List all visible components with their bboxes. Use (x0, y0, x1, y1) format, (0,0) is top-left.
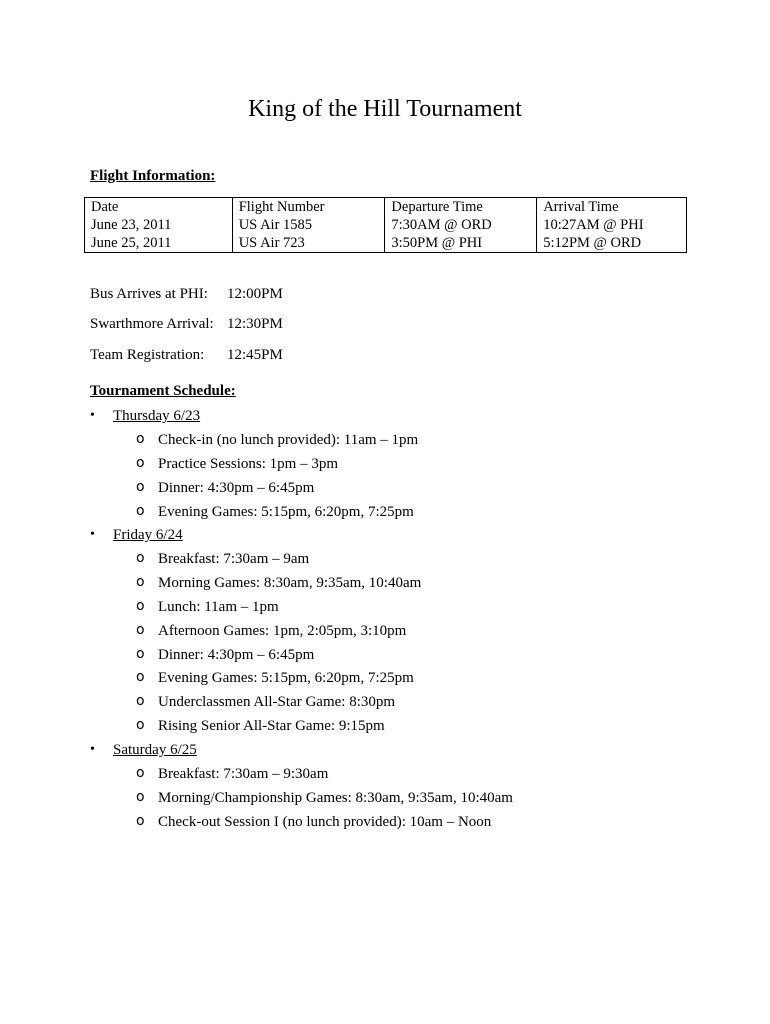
circle-bullet-icon: o (136, 574, 145, 590)
flight-date: June 23, 2011 (85, 216, 233, 234)
list-item-text: Breakfast: 7:30am – 9:30am (158, 766, 329, 782)
circle-bullet-icon: o (136, 479, 145, 495)
list-item-text: Dinner: 4:30pm – 6:45pm (158, 480, 315, 496)
bullet-icon: • (90, 408, 95, 423)
header-date: Date (85, 198, 233, 217)
list-item-text: Evening Games: 5:15pm, 6:20pm, 7:25pm (158, 670, 414, 686)
circle-bullet-icon: o (136, 693, 145, 709)
list-item-text: Rising Senior All-Star Game: 9:15pm (158, 718, 385, 734)
tournament-schedule-heading: Tournament Schedule: (90, 383, 236, 399)
list-item-text: Morning Games: 8:30am, 9:35am, 10:40am (158, 575, 422, 591)
team-registration-label: Team Registration: (90, 347, 205, 363)
flight-arrival: 5:12PM @ ORD (537, 234, 687, 253)
flight-number: US Air 723 (232, 234, 385, 253)
circle-bullet-icon: o (136, 431, 145, 447)
list-item-text: Check-in (no lunch provided): 11am – 1pm (158, 432, 419, 448)
circle-bullet-icon: o (136, 813, 145, 829)
bullet-icon: • (90, 527, 95, 542)
flight-info-heading: Flight Information: (90, 168, 216, 184)
flight-table-header-row (85, 198, 687, 217)
flight-number: US Air 1585 (232, 216, 385, 234)
list-item-text: Practice Sessions: 1pm – 3pm (158, 456, 338, 472)
header-departure-time: Departure Time (385, 198, 537, 217)
header-arrival-time: Arrival Time (537, 198, 687, 217)
circle-bullet-icon: o (136, 550, 145, 566)
flight-date: June 25, 2011 (85, 234, 233, 253)
circle-bullet-icon: o (136, 622, 145, 638)
list-item-text: Lunch: 11am – 1pm (158, 599, 279, 615)
day-label: Friday 6/24 (113, 527, 183, 543)
flight-departure: 7:30AM @ ORD (385, 216, 537, 234)
circle-bullet-icon: o (136, 455, 145, 471)
circle-bullet-icon: o (136, 598, 145, 614)
circle-bullet-icon: o (136, 669, 145, 685)
flight-departure: 3:50PM @ PHI (385, 234, 537, 253)
flight-table-row (85, 234, 687, 253)
circle-bullet-icon: o (136, 717, 145, 733)
swarthmore-arrival-time: 12:30PM (227, 316, 283, 332)
circle-bullet-icon: o (136, 789, 145, 805)
list-item-text: Morning/Championship Games: 8:30am, 9:35am, 10:40am (158, 790, 513, 806)
flight-table (84, 197, 687, 253)
flight-table-row (85, 216, 687, 234)
flight-arrival: 10:27AM @ PHI (537, 216, 687, 234)
bus-arrival-time: 12:00PM (227, 286, 283, 302)
list-item-text: Check-out Session I (no lunch provided): 10am – Noon (158, 814, 492, 830)
list-item-text: Breakfast: 7:30am – 9am (158, 551, 310, 567)
document-title: King of the Hill Tournament (248, 96, 522, 122)
swarthmore-arrival-label: Swarthmore Arrival: (90, 316, 214, 332)
bullet-icon: • (90, 742, 95, 757)
circle-bullet-icon: o (136, 646, 145, 662)
list-item-text: Dinner: 4:30pm – 6:45pm (158, 647, 315, 663)
list-item-text: Evening Games: 5:15pm, 6:20pm, 7:25pm (158, 504, 414, 520)
team-registration-time: 12:45PM (227, 347, 283, 363)
day-label: Thursday 6/23 (113, 408, 201, 424)
circle-bullet-icon: o (136, 503, 145, 519)
list-item-text: Underclassmen All-Star Game: 8:30pm (158, 694, 396, 710)
list-item-text: Afternoon Games: 1pm, 2:05pm, 3:10pm (158, 623, 407, 639)
header-flight-number: Flight Number (232, 198, 385, 217)
day-label: Saturday 6/25 (113, 742, 197, 758)
circle-bullet-icon: o (136, 765, 145, 781)
bus-arrival-label: Bus Arrives at PHI: (90, 286, 208, 302)
